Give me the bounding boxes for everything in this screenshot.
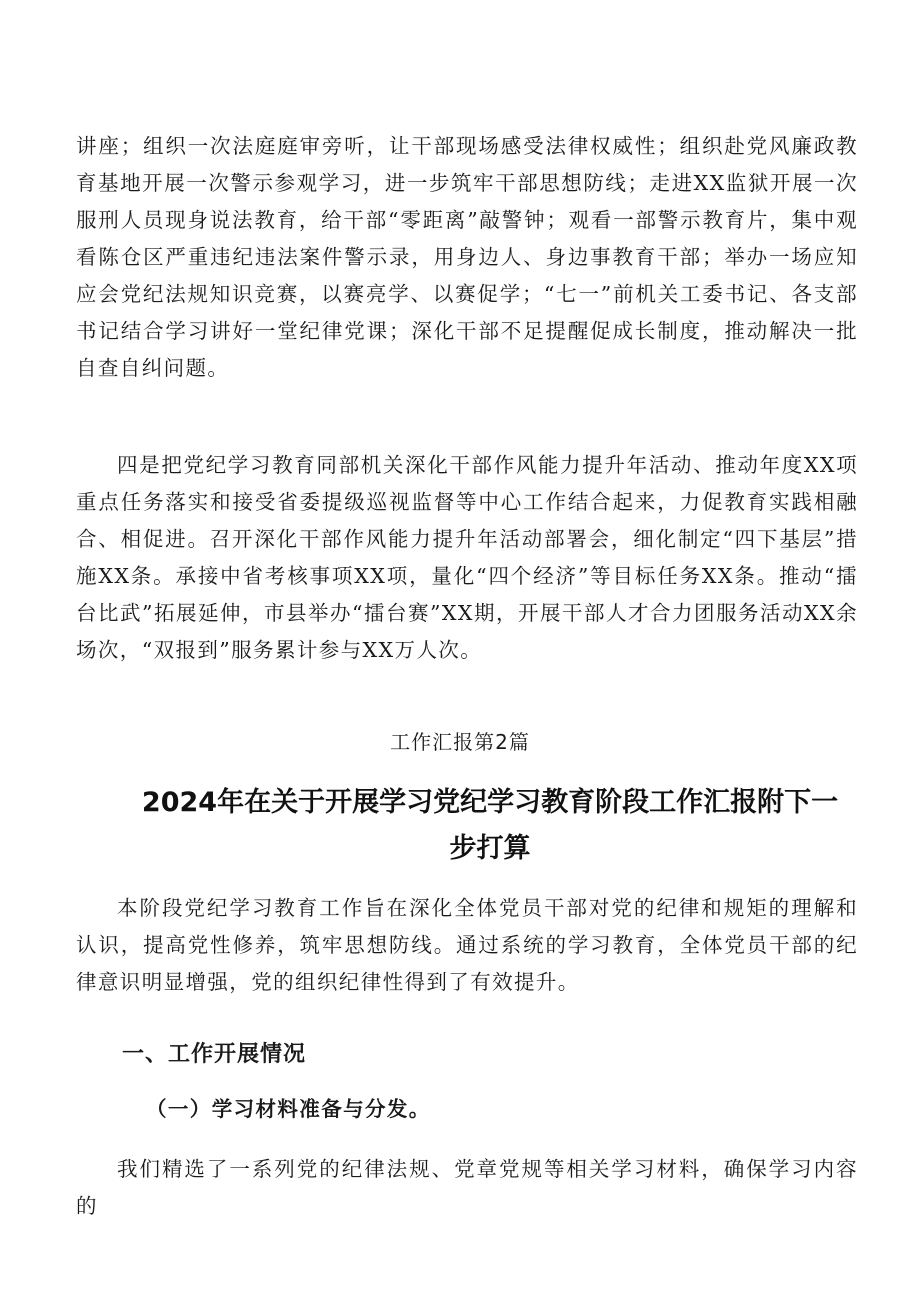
document-subtitle: 工作汇报第2篇 xyxy=(390,730,530,754)
body-paragraph-1: 讲座；组织一次法庭庭审旁听，让干部现场感受法律权威性；组织赴党风廉政教育基地开展一次警示参观学习，进一步筑牢干部思想防线；走进XX监狱开展一次服刑人员现身说法教育，给干部“零距离”敲警钟；观看一部警示教育片，集中观看陈仓区严重违纪违法案件警示录，用身边人、身边事教育干部；举办一场应知应会党纪法规知识竞赛，以赛亮学、以赛促学；“七一”前机关工委书记、各支部书记结合学习讲好一堂纪律党课；深化干部不足提醒促成长制度，推动解决一批自查自纠问题。 xyxy=(76,134,858,380)
body-paragraph-3: 本阶段党纪学习教育工作旨在深化全体党员干部对党的纪律和规矩的理解和认识，提高党性修养，筑牢思想防线。通过系统的学习教育，全体党员干部的纪律意识明显增强，党的组织纪律性得到了有效提升。 xyxy=(76,896,858,994)
subsection-heading: （一）学习材料准备与分发。 xyxy=(146,1097,431,1121)
document-title: 2024年在关于开展学习党纪学习教育阶段工作汇报附下一步打算 xyxy=(141,787,839,864)
section-heading: 一、工作开展情况 xyxy=(122,1042,307,1067)
body-paragraph-4: 我们精选了一系列党的纪律法规、党章党规等相关学习材料，确保学习内容的 xyxy=(76,1157,858,1218)
body-paragraph-2: 四是把党纪学习教育同部机关深化干部作风能力提升年活动、推动年度XX项重点任务落实和接受省委提级巡视监督等中心工作结合起来，力促教育实践相融合、相促进。召开深化干部作风能力提升年活动部署会，细化制定“四下基层”措施XX条。承接中省考核事项XX项，量化“四个经济”等目标任务XX条。推动“擂台比武”拓展延伸，市县举办“擂台赛”XX期，开展干部人才合力团服务活动XX余场次，“双报到”服务累计参与XX万人次。 xyxy=(76,453,858,662)
